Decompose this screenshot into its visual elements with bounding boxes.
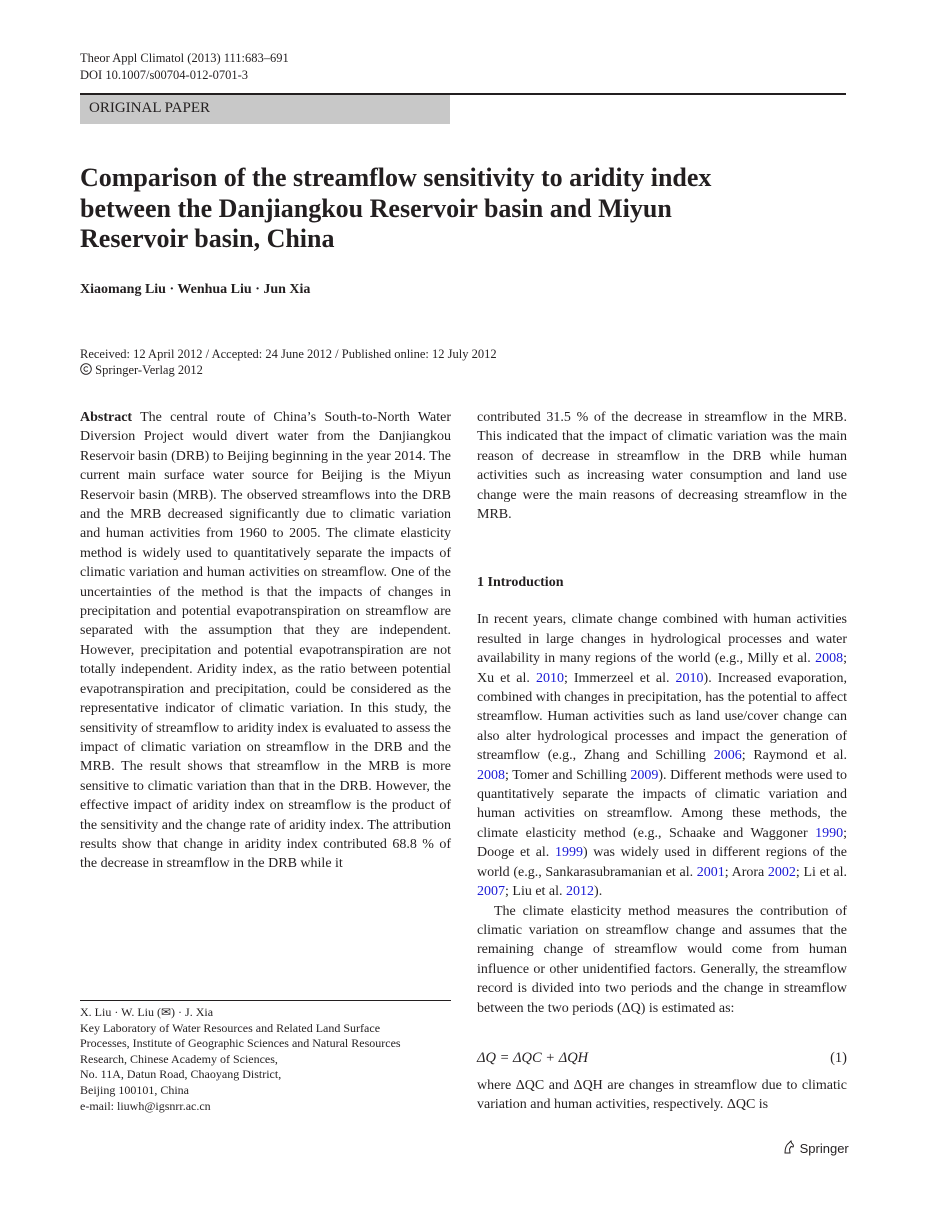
title-line: between the Danjiangkou Reservoir basin and Miyun — [80, 193, 672, 223]
dates-line: Received: 12 April 2012 / Accepted: 24 June 2012 / Published online: 12 July 2012 — [80, 347, 497, 361]
citation-link[interactable]: 2007 — [477, 884, 505, 900]
paragraph-text: ; Li et al. — [795, 864, 848, 880]
citation-link[interactable]: 2010 — [535, 670, 564, 686]
springer-horse-icon — [782, 1140, 796, 1155]
equation-text: ΔQ = ΔQC + ΔQH — [477, 1050, 589, 1066]
affiliation-email[interactable]: e-mail: liuwh@igsnrr.ac.cn — [80, 1098, 211, 1113]
affiliation-names: X. Liu · W. Liu (✉) · J. Xia — [80, 1005, 214, 1019]
paragraph-text: In recent years, climate change combined with human activities resulted in large changes in hydrological processes and water availability in many regions of the world (e.g., Milly et al. — [477, 612, 847, 667]
equation-number: (1) — [830, 1050, 847, 1066]
paper-type-banner: ORIGINAL PAPER — [80, 95, 450, 124]
affiliation-line: Processes, Institute of Geographic Sciences and Natural Resources — [80, 1036, 401, 1051]
citation-link[interactable]: 2002 — [767, 864, 796, 880]
paragraph-text: ). Different methods were used to quantitatively separate the impacts of climatic variation and human activities on streamflow. Among these methods, the climate elasticity method (e.g., Schaake and Waggoner — [477, 767, 848, 841]
affiliation-line: Research, Chinese Academy of Sciences, — [80, 1051, 278, 1066]
author-affiliation — [80, 1005, 451, 1114]
affiliation-line: No. 11A, Datun Road, Chaoyang District, — [80, 1067, 282, 1082]
citation-link[interactable]: 2009 — [630, 767, 659, 783]
abstract-body: The central route of China’s South-to-North Water Diversion Project would divert water from the Danjiangkou Reservoir basin (DRB) to Beijing beginning in the year 2014. The current main surface water source for Beijing is the Miyun Reservoir basin (MRB). The observed streamflows into the DRB and the MRB decreased significantly due to climatic variation and human activities from 1960 to 2005. The climate elasticity method is widely used to quantitatively separate the impacts of climatic variation and human activities on streamflow. One of the uncertainties of the method is that the impacts of changes in precipitation and potential evapotranspiration on streamflow are separated with the assumption that they are independent. However, precipitation and potential evapotranspiration are not totally independent. Aridity index, as the ratio between potential evapotranspiration and precipitation, could be considered as the representative indicator of climatic variation. In this study, the sensitivity of streamflow to aridity index is evaluated to assess the impact of climatic variation on streamflow in the DRB and the MRB. The result shows that streamflow in the MRB is more sensitive to climatic variation than that in the DRB. However, the effective impact of aridity index on streamflow is the product of the sensitivity and the change rate of aridity index. The attribution results show that change in aridity index contributed 68.8 % of the decrease in streamflow in the DRB while it — [80, 410, 451, 872]
copyright-text: Springer-Verlag 2012 — [95, 363, 203, 377]
introduction-section — [477, 573, 847, 1018]
paragraph-text: ; Xu et al. — [477, 651, 847, 686]
citation-link[interactable]: 2012 — [566, 884, 595, 900]
paragraph-text: ; Liu et al. — [505, 884, 567, 900]
abstract-continuation — [477, 408, 847, 524]
abstract-continuation-text: contributed 31.5 % of the decrease in streamflow in the MRB. This indicated that the impact of climatic variation was the main reason of decrease in streamflow in the DRB while human activities such as increasing water consumption and land use change were the main reasons of decreasing streamflow in the MRB. — [477, 410, 847, 523]
paragraph-text: ; Raymond et al. — [741, 748, 847, 764]
publisher-name: Springer — [799, 1141, 849, 1156]
paragraph-text: ; Dooge et al. — [477, 825, 847, 861]
title-line: Reservoir basin, China — [80, 224, 335, 253]
title-line: Comparison of the streamflow sensitivity to aridity index — [80, 163, 712, 192]
author-list: Xiaomang Liu · Wenhua Liu · Jun Xia — [80, 282, 311, 297]
citation-link[interactable]: 2008 — [477, 767, 505, 783]
paragraph-text: ). Increased evaporation, combined with changes in precipitation, has the potential to affect streamflow. Human activities such as land use/cover change can also alter hydrological processes and impact the generation of streamflow (e.g., Zhang and Schilling — [477, 670, 847, 764]
affiliation-line: Key Laboratory of Water Resources and Related Land Surface — [80, 1020, 381, 1035]
intro-paragraph-3 — [477, 1076, 847, 1115]
publisher-footer — [782, 1140, 849, 1156]
paragraph-text: ) was widely used in different regions of the world (e.g., Sankarasubramanian et al. — [477, 845, 848, 880]
citation-link[interactable]: 2006 — [713, 748, 742, 764]
paragraph-text: ). — [594, 884, 603, 900]
citation-link[interactable]: 1990 — [815, 825, 844, 841]
copyright-line — [80, 362, 497, 378]
citation-link[interactable]: 2001 — [696, 864, 725, 880]
intro-paragraph-2: The climate elasticity method measures the contribution of climatic variation on streamflow change and assumes that the remaining change of streamflow would come from human influence or other unidentified factors. Generally, the streamflow record is divided into two periods and the change in streamflow between the two periods (ΔQ) is estimated as: — [477, 903, 847, 1016]
paragraph-text: ; Tomer and Schilling — [505, 767, 631, 783]
section-heading: 1 Introduction — [477, 575, 564, 590]
intro-paragraph-3-text: where ΔQC and ΔQH are changes in streamflow due to climatic variation and human activities, respectively. ΔQC is — [477, 1078, 847, 1113]
paper-title — [80, 163, 780, 255]
paragraph-text: ; Arora — [724, 864, 768, 880]
abstract-label: Abstract — [80, 410, 133, 425]
equation-1 — [477, 1048, 847, 1068]
intro-paragraph-1 — [477, 610, 847, 901]
citation-link[interactable]: 1999 — [554, 845, 583, 861]
copyright-icon — [80, 363, 92, 375]
journal-citation: Theor Appl Climatol (2013) 111:683–691 — [80, 51, 289, 65]
citation-link[interactable]: 2010 — [675, 670, 704, 686]
doi: DOI 10.1007/s00704-012-0701-3 — [80, 68, 249, 82]
citation-link[interactable]: 2008 — [815, 651, 844, 667]
abstract — [80, 408, 451, 874]
publication-dates — [80, 346, 497, 378]
footnote-rule — [80, 1000, 451, 1001]
affiliation-line: Beijing 100101, China — [80, 1082, 189, 1097]
paragraph-text: ; Immerzeel et al. — [563, 670, 676, 686]
